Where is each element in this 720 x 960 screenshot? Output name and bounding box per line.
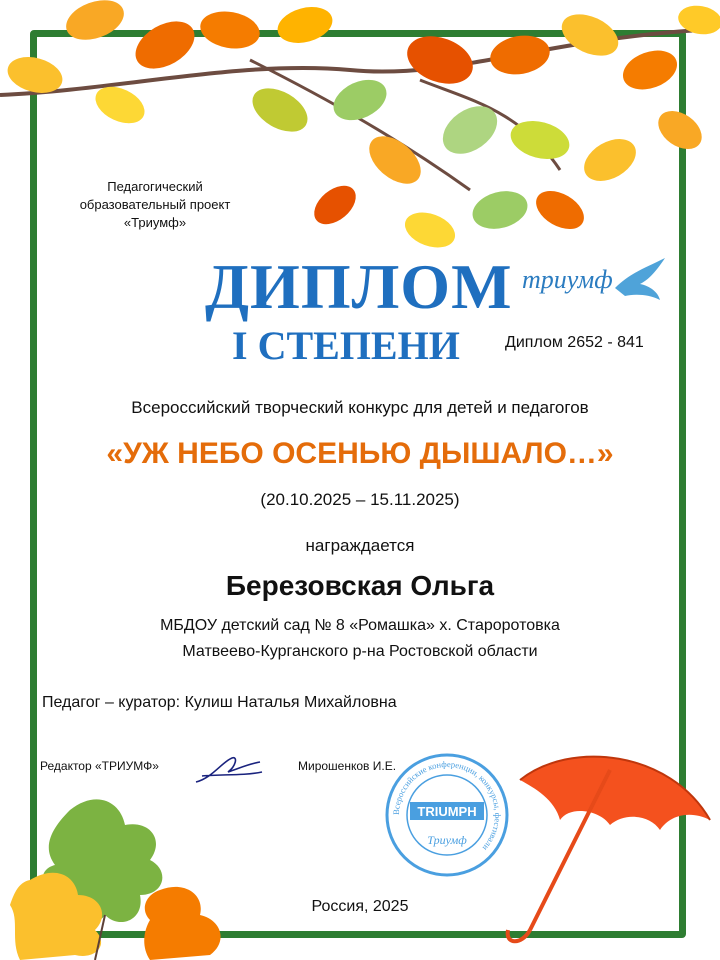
project-line-3: «Триумф» xyxy=(123,215,187,230)
contest-name: «УЖ НЕБО ОСЕНЬЮ ДЫШАЛО…» xyxy=(106,437,614,470)
diploma-title: ДИПЛОМ xyxy=(205,251,513,322)
project-line-2: образовательный проект xyxy=(79,197,231,212)
stamp-center-text: TRIUMPH xyxy=(417,804,477,819)
organization-line-2: Матвеево-Курганского р-на Ростовской области xyxy=(182,643,538,660)
stamp-bottom-text: Триумф xyxy=(427,833,467,847)
stamp-ring-text: Всероссийские конференции, конкурсы, фестивали xyxy=(390,758,504,853)
contest-description: Всероссийский творческий конкурс для детей и педагогов xyxy=(131,398,589,417)
editor-label: Редактор «ТРИУМФ» xyxy=(40,759,159,773)
project-name xyxy=(60,178,250,232)
diploma-number: Диплом 2652 - 841 xyxy=(505,334,644,351)
oak-leaves-bottom-left xyxy=(0,770,260,960)
organization-line-1: МБДОУ детский сад № 8 «Ромашка» х. Староротовка xyxy=(160,617,560,634)
curator: Педагог – куратор: Кулиш Наталья Михайловна xyxy=(42,694,397,711)
editor-signature xyxy=(192,752,264,788)
contest-dates: (20.10.2025 – 15.11.2025) xyxy=(260,490,460,509)
recipient-name: Березовская Ольга xyxy=(225,570,495,601)
triumph-dove-logo xyxy=(520,248,670,308)
place-year: Россия, 2025 xyxy=(311,898,409,915)
triumph-stamp xyxy=(384,752,510,878)
diploma-degree: I СТЕПЕНИ xyxy=(232,323,460,368)
project-line-1: Педагогический xyxy=(107,179,203,194)
logo-script-text: триумф xyxy=(522,265,613,294)
umbrella-illustration xyxy=(500,740,720,960)
editor-name: Мирошенков И.Е. xyxy=(298,759,397,773)
awarded-label: награждается xyxy=(305,536,415,555)
